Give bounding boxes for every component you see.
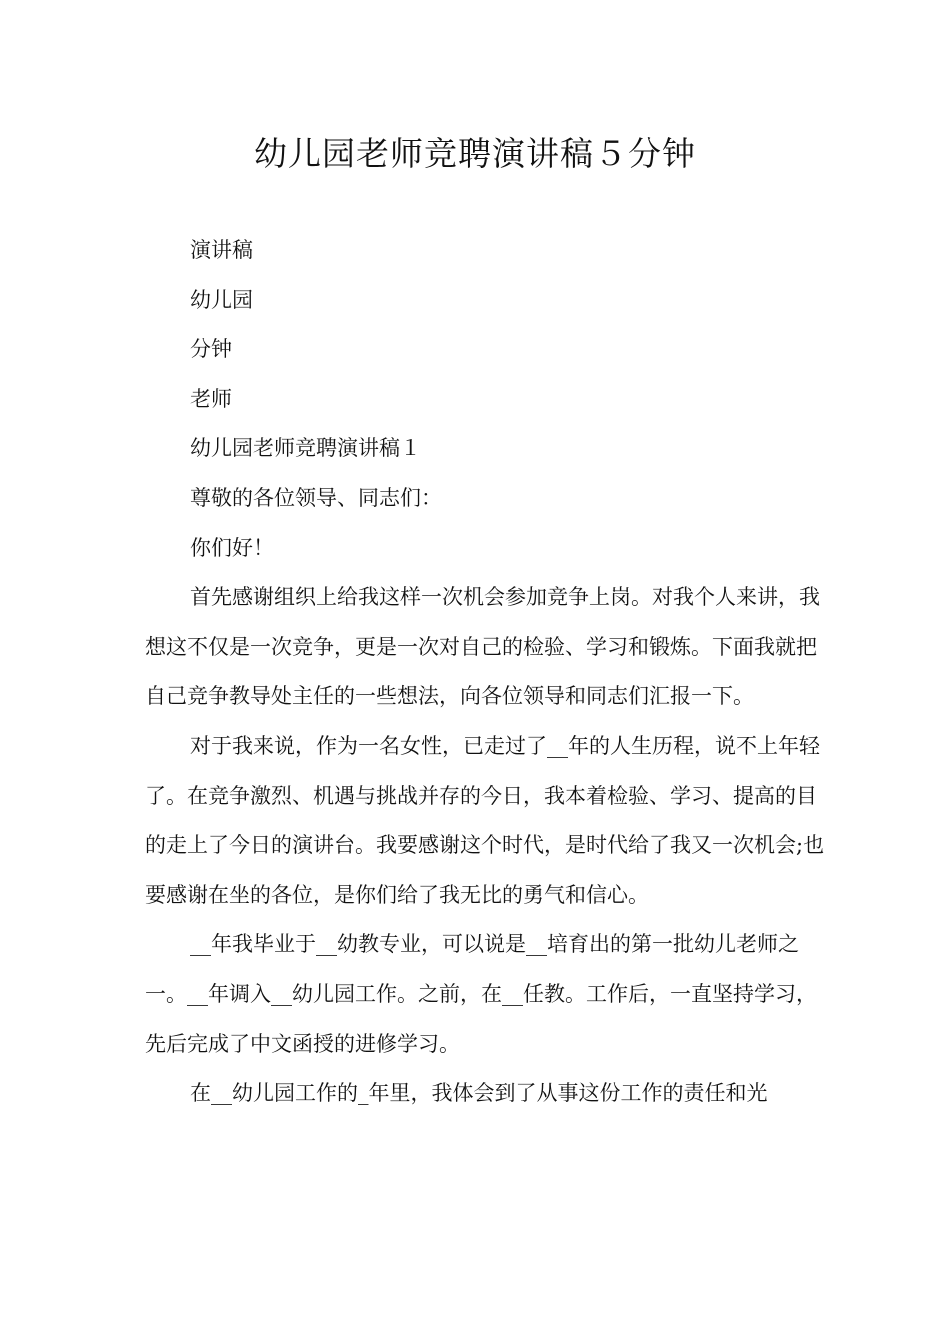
body-paragraph: __年我毕业于__幼教专业，可以说是__培育出的第一批幼儿老师之一。__年调入__幼儿园工作。之前，在__任教。工作后，一直坚持学习，先后完成了中文函授的进修学习。 bbox=[145, 932, 817, 1056]
document-body bbox=[145, 226, 825, 1119]
body-paragraph: 首先感谢组织上给我这样一次机会参加竞争上岗。对我个人来讲，我想这不仅是一次竞争，更是一次对自己的检验、学习和锻炼。下面我就把自己竞争教导处主任的一些想法，向各位领导和同志们汇报一下。 bbox=[145, 585, 820, 709]
keyword-line: 幼儿园 bbox=[190, 287, 253, 312]
section-heading: 幼儿园老师竞聘演讲稿１ bbox=[190, 436, 421, 461]
body-paragraph: 在__幼儿园工作的_年里，我体会到了从事这份工作的责任和光 bbox=[190, 1081, 768, 1106]
keyword-line: 演讲稿 bbox=[190, 238, 253, 262]
keyword-line: 老师 bbox=[190, 386, 232, 411]
document-title: 幼儿园老师竞聘演讲稿５分钟 bbox=[254, 134, 696, 173]
body-paragraph: 对于我来说，作为一名女性，已走过了__年的人生历程，说不上年轻了。在竞争激烈、机遇与挑战并存的今日，我本着检验、学习、提高的目的走上了今日的演讲台。我要感谢这个时代，是时代给了我又一次机会;也要感谢在坐的各位，是你们给了我无比的勇气和信心。 bbox=[145, 733, 825, 907]
greeting: 你们好！ bbox=[190, 535, 274, 560]
salutation: 尊敬的各位领导、同志们： bbox=[190, 485, 442, 510]
keyword-line: 分钟 bbox=[190, 337, 232, 362]
